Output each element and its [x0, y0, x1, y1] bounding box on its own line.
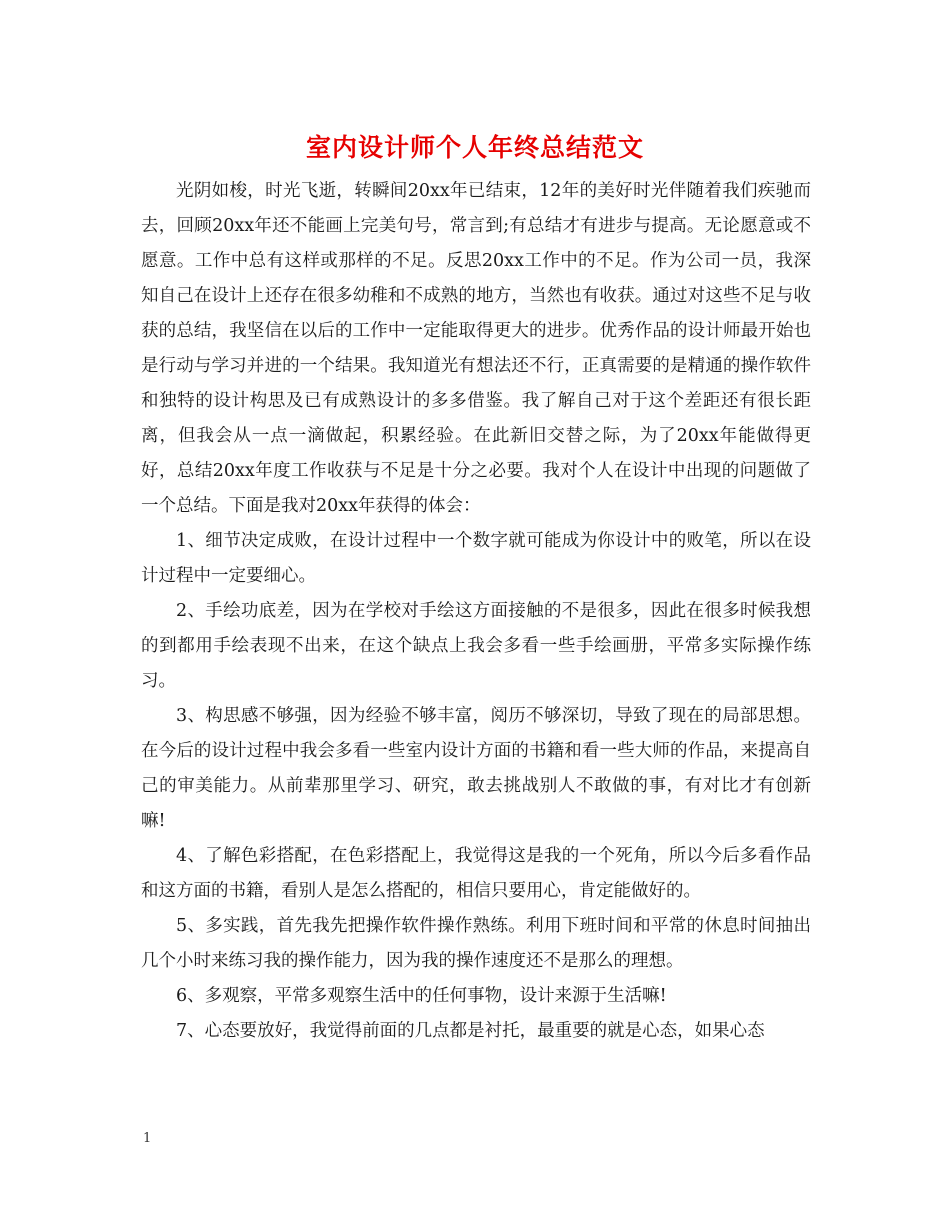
list-item-2: 2、手绘功底差，因为在学校对手绘这方面接触的不是很多，因此在很多时候我想的到都用手绘表现不出来，在这个缺点上我会多看一些手绘画册，平常多实际操作练习。 [141, 601, 811, 691]
list-item-5: 5、多实践，首先我先把操作软件操作熟练。利用下班时间和平常的休息时间抽出几个小时来练习我的操作能力，因为我的操作速度还不是那么的理想。 [141, 916, 811, 971]
intro-paragraph: 光阴如梭，时光飞逝，转瞬间20xx年已结束，12年的美好时光伴随着我们疾驰而去，回顾20xx年还不能画上完美句号，常言到;有总结才有进步与提高。无论愿意或不愿意。工作中总有这样或那样的不足。反思20xx工作中的不足。作为公司一员，我深知自己在设计上还存在很多幼稚和不成熟的地方，当然也有收获。通过对这些不足与收获的总结，我坚信在以后的工作中一定能取得更大的进步。优秀作品的设计师最开始也是行动与学习并进的一个结果。我知道光有想法还不行，正真需要的是精通的操作软件和独特的设计构思及已有成熟设计的多多借鉴。我了解自己对于这个差距还有很长距离，但我会从一点一滴做起，积累经验。在此新旧交替之际，为了20xx年能做得更好，总结20xx年度工作收获与不足是十分之必要。我对个人在设计中出现的问题做了一个总结。下面是我对20xx年获得的体会： [141, 181, 811, 516]
list-item-6: 6、多观察，平常多观察生活中的任何事物，设计来源于生活嘛! [176, 986, 667, 1006]
page-title: 室内设计师个人年终总结范文 [305, 133, 644, 162]
list-item-3: 3、构思感不够强，因为经验不够丰富，阅历不够深切，导致了现在的局部思想。在今后的设计过程中我会多看一些室内设计方面的书籍和看一些大师的作品，来提高自己的审美能力。从前辈那里学习、研究，敢去挑战别人不敢做的事，有对比才有创新嘛! [141, 706, 811, 831]
list-item-7: 7、心态要放好，我觉得前面的几点都是衬托，最重要的就是心态，如果心态 [176, 1021, 765, 1041]
list-item-4: 4、了解色彩搭配，在色彩搭配上，我觉得这是我的一个死角，所以今后多看作品和这方面的书籍，看别人是怎么搭配的，相信只要用心，肯定能做好的。 [141, 846, 811, 901]
page-number: 1 [143, 1131, 152, 1146]
document-body [141, 174, 811, 1049]
list-item-1: 1、细节决定成败，在设计过程中一个数字就可能成为你设计中的败笔，所以在设计过程中一定要细心。 [141, 531, 811, 586]
